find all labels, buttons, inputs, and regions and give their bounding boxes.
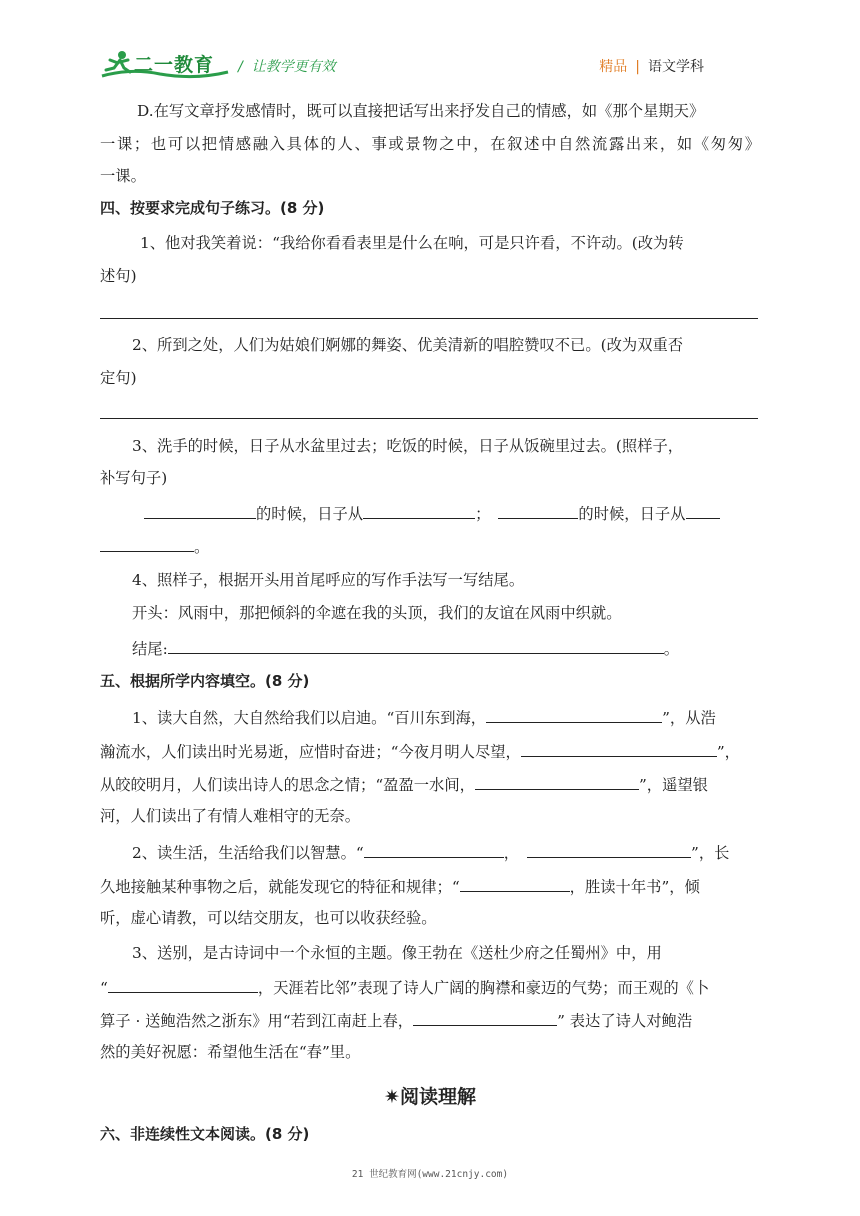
s5-q2-text-d: 久地接触某种事物之后，就能发现它的特征和规律；“ xyxy=(100,878,460,896)
s5-q2-line2 xyxy=(100,875,760,897)
page-header xyxy=(100,44,760,84)
reading-section-title: ✷阅读理解 xyxy=(384,1086,476,1108)
q1-line1: 1、他对我笑着说：“我给你看看表里是什么在响，可是只许看，不许动。(改为转 xyxy=(140,234,684,252)
option-d-line2: 一课；也可以把情感融入具体的人、事或景物之中，在叙述中自然流露出来，如《匆匆》 xyxy=(100,135,760,153)
s5-q1-text-b: ”，从浩 xyxy=(662,709,716,727)
s5-q3-line4: 然的美好祝愿：希望他生活在“春”里。 xyxy=(100,1043,361,1061)
q1-answer-line[interactable] xyxy=(100,318,758,319)
s5-q2-blank-2[interactable] xyxy=(527,841,691,858)
s5-q3-line3 xyxy=(100,1009,760,1031)
section-6-title: 六、非连续性文本阅读。(8 分) xyxy=(100,1125,310,1143)
q1-line2: 述句) xyxy=(100,267,137,285)
s5-q2-line1 xyxy=(132,841,760,863)
s5-q2-text-e: ，胜读十年书”，倾 xyxy=(569,878,700,896)
s5-q3-text-c: ，天涯若比邻”表现了诗人广阔的胸襟和豪迈的气势；而王观的《卜 xyxy=(257,979,710,997)
s5-q3-text-d: 算子 · 送鲍浩然之浙东》用“若到江南赶上春， xyxy=(100,1012,414,1030)
q4-end-blank[interactable] xyxy=(168,637,664,654)
s5-q3-blank-2[interactable] xyxy=(413,1009,557,1026)
s5-q2-blank-1[interactable] xyxy=(364,841,504,858)
s5-q2-text-a: 2、读生活，生活给我们以智慧。“ xyxy=(132,844,364,862)
s5-q3-text-e: ” 表达了诗人对鲍浩 xyxy=(557,1012,693,1030)
subject-label: 语文学科 xyxy=(648,59,704,75)
quality-tag: 精品 xyxy=(599,59,628,75)
s5-q1-blank-3[interactable] xyxy=(475,773,639,790)
s5-q2-text-c: ”，长 xyxy=(691,844,730,862)
q4-line1: 4、照样子，根据开头用首尾呼应的写作手法写一写结尾。 xyxy=(132,571,525,589)
q3-blank-1[interactable] xyxy=(144,502,256,519)
q2-line1: 2、所到之处，人们为姑娘们婀娜的舞姿、优美清新的唱腔赞叹不已。(改为双重否 xyxy=(132,336,684,354)
q2-answer-line[interactable] xyxy=(100,418,758,419)
s5-q1-text-a: 1、读大自然，大自然给我们以启迪。“百川东到海， xyxy=(132,709,487,727)
q3-fill-b: ； xyxy=(475,505,491,523)
option-d-line1: D.在写文章抒发感情时，既可以直接把话写出来抒发自己的情感，如《那个星期天》 xyxy=(137,102,705,120)
s5-q1-text-d: ”， xyxy=(716,743,740,761)
header-separator: | xyxy=(635,59,640,75)
q3-line2: 补写句子) xyxy=(100,469,168,487)
q4-start: 开头：风雨中，那把倾斜的伞遮在我的头顶，我们的友谊在风雨中织就。 xyxy=(132,604,622,622)
q3-fill-a: 的时候，日子从 xyxy=(256,505,364,523)
s5-q3-line2 xyxy=(100,976,760,998)
option-d-line3: 一课。 xyxy=(100,167,146,185)
section-5-title: 五、根据所学内容填空。(8 分) xyxy=(100,672,310,690)
slogan: / 让教学更有效 xyxy=(238,59,336,75)
s5-q1-text-c: 瀚流水，人们读出时光易逝，应惜时奋进；“今夜月明人尽望， xyxy=(100,743,521,761)
q4-end-label: 结尾: xyxy=(132,640,168,658)
s5-q1-line3 xyxy=(100,773,760,795)
s5-q1-blank-1[interactable] xyxy=(486,706,662,723)
s5-q2-text-b: ， xyxy=(503,844,520,862)
q3-blank-4[interactable] xyxy=(686,502,720,519)
q3-fill-c: 的时候，日子从 xyxy=(578,505,686,523)
s5-q1-line4: 河，人们读出了有情人难相守的无奈。 xyxy=(100,807,361,825)
q3-blank-4-cont[interactable] xyxy=(100,535,194,552)
logo-text: 二一教育 xyxy=(134,54,215,76)
q3-blank-2[interactable] xyxy=(363,502,475,519)
s5-q3-text-b: “ xyxy=(100,979,108,997)
page-footer: 21 世纪教育网(www.21cnjy.com) xyxy=(351,1169,509,1180)
s5-q1-line1 xyxy=(132,706,760,728)
section-4-title: 四、按要求完成句子练习。(8 分) xyxy=(100,199,325,217)
q3-fill-end: 。 xyxy=(194,538,210,556)
s5-q3-line1: 3、送别，是古诗词中一个永恒的主题。像王勃在《送杜少府之任蜀州》中，用 xyxy=(132,944,662,962)
q3-line1: 3、洗手的时候，日子从水盆里过去；吃饭的时候，日子从饭碗里过去。(照样子， xyxy=(132,437,684,455)
header-tag-group xyxy=(599,56,704,76)
q2-line2: 定句) xyxy=(100,369,137,387)
q4-end-mark: 。 xyxy=(663,640,680,658)
q3-fill-line2 xyxy=(100,535,760,557)
slogan-text: 让教学更有效 xyxy=(251,59,336,75)
q3-fill-line xyxy=(100,502,760,524)
q4-end-line xyxy=(132,637,760,659)
s5-q2-blank-3[interactable] xyxy=(460,875,570,892)
q3-blank-3[interactable] xyxy=(498,502,578,519)
s5-q1-line2 xyxy=(100,740,760,762)
s5-q1-blank-2[interactable] xyxy=(521,740,717,757)
s5-q1-text-f: ”，遥望银 xyxy=(638,776,708,794)
s5-q2-line3: 听，虚心请教，可以结交朋友，也可以收获经验。 xyxy=(100,909,437,927)
s5-q1-text-e: 从皎皎明月，人们读出诗人的思念之情；“盈盈一水间， xyxy=(100,776,475,794)
s5-q3-blank-1[interactable] xyxy=(108,976,258,993)
